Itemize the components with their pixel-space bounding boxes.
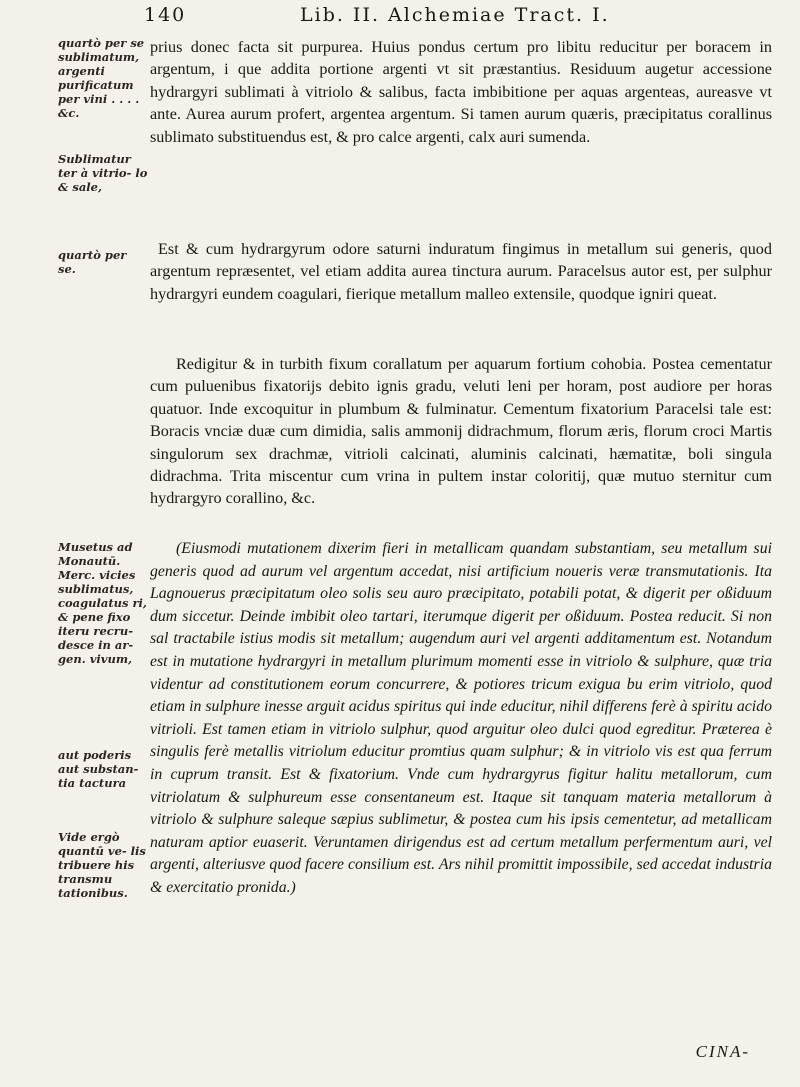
margin-note: aut poderis aut substan- tia tactura	[58, 748, 139, 790]
margin-note: quartò per se sublimatum, argenti purificatum per vini . . . . &c.	[58, 36, 145, 120]
paragraph: Redigitur & in turbith fixum corallatum per aquarum fortium cohobia. Postea cementatur cum puluenibus fixatorijs debito ignis gradu, veluti leni per horam, post audiore per horas quatuor. Inde excoquitur in plumbum & fulminatur. Cementum fixatorium Paracelsi tale est: Boracis vnciæ duæ cum dimidia, salis ammonij didrachmum, florum æris, florum croci Martis singulorum sex drachmæ, vitrioli calcinati, aluminis calcinati, hæmatitæ, boli singula didrachma. Trita miscentur cum vrina in pultem instar coloritij, quæ mutuo sternitur cum hydrargyro corallino, &c.	[150, 355, 772, 508]
catchword: CINA-	[695, 1042, 750, 1061]
margin-note: Musetus ad Monautū. Merc. vicies sublimatus, coagulatus ri, & pene fixo iteru recru- desce in ar- gen. vivum,	[58, 540, 147, 666]
italic-commentary: (Eiusmodi mutationem dixerim fieri in metallicam quandam substantiam, seu metallum sui generis quod ad aurum vel argentum accedat, nisi artificium noueris veræ transmutationis. Ita Lagnouerus præcipitatum oleo solis seu auro præcipitato, potabili potat, & digerit per oßiduum dum siccetur. Deinde imbibit oleo tartari, iterumque digerit per oßiduum. Postea reducit. Si non sal tractabile istius modis sit metallum; augendum auri vel argenti additamentum est. Notandum est in mutatione hydrargyri in metallum plurimum momenti esse in vitriolo & sulphure, quæ tria videntur ad constitutionem eorum concurrere, & potiores tricum exigua bu erim vitriolo, quod etiam in sulphure inesse arguit acidus spiritus qui inde educitur, nihil differens ferè à spiritu acido vitrioli. Est tamen etiam in vitriolo sulphur, quod arguitur oleo dulci quod egreditur. Præterea è singulis ferè metallis vitriolum educitur promtius quam sulphur; & in vitriolo vis est qua ferrum in cuprum transit. Est & fixatorium. Vnde cum hydrargyrus figitur halitu metallorum, cum vitriolatum & sulphureum esse consentaneum est. Itaque sit tanquam materia metallorum à vitriolo & sulphure saleque sæpius sublimetur, & postea cum his ipsis cementetur, ad metallicam naturam aptior euaserit. Veruntamen dirigendus est ad certum metallum perfermentum auri, vel argenti, alteriusve quod facere consilium est. Ars nihil promittit impossibile, sed accedat industria & exercitatio pronida.)	[150, 540, 772, 896]
margin-note: quartò per se.	[58, 248, 127, 276]
page-header	[60, 4, 760, 30]
page-number: 140	[144, 4, 187, 26]
paragraph: Est & cum hydrargyrum odore saturni induratum fingimus in metallum sui generis, quod argentum repræsentet, vel etiam addita aurea tinctura aurum. Paracelsus autor est, per sulphur hydrargyri eundem coagulari, fierique metallum malleo extensile, quodque igniri queat.	[150, 240, 772, 303]
running-title: Lib. II. Alchemiae Tract. I.	[300, 4, 610, 26]
paragraph: prius donec facta sit purpurea. Huius pondus certum pro libitu reducitur per boracem in argentum, i que addita portione argenti vt sit præstantius. Residuum augetur accessione hydrargyri sublimati à vitriolo & salibus, facta imbibitione per aquas argenteas, aureasve vt ante. Aurea aurum profert, argentea argentum. Si tamen aurum quæris, præcipitatus corallinus sublimato substituendus est, & pro calce argenti, calx auri sumenda.	[150, 38, 772, 146]
margin-note: Sublimatur ter à vitrio- lo & sale,	[58, 152, 148, 194]
margin-note: Vide ergò quantū ve- lis tribuere his transmu tationibus.	[58, 830, 146, 900]
